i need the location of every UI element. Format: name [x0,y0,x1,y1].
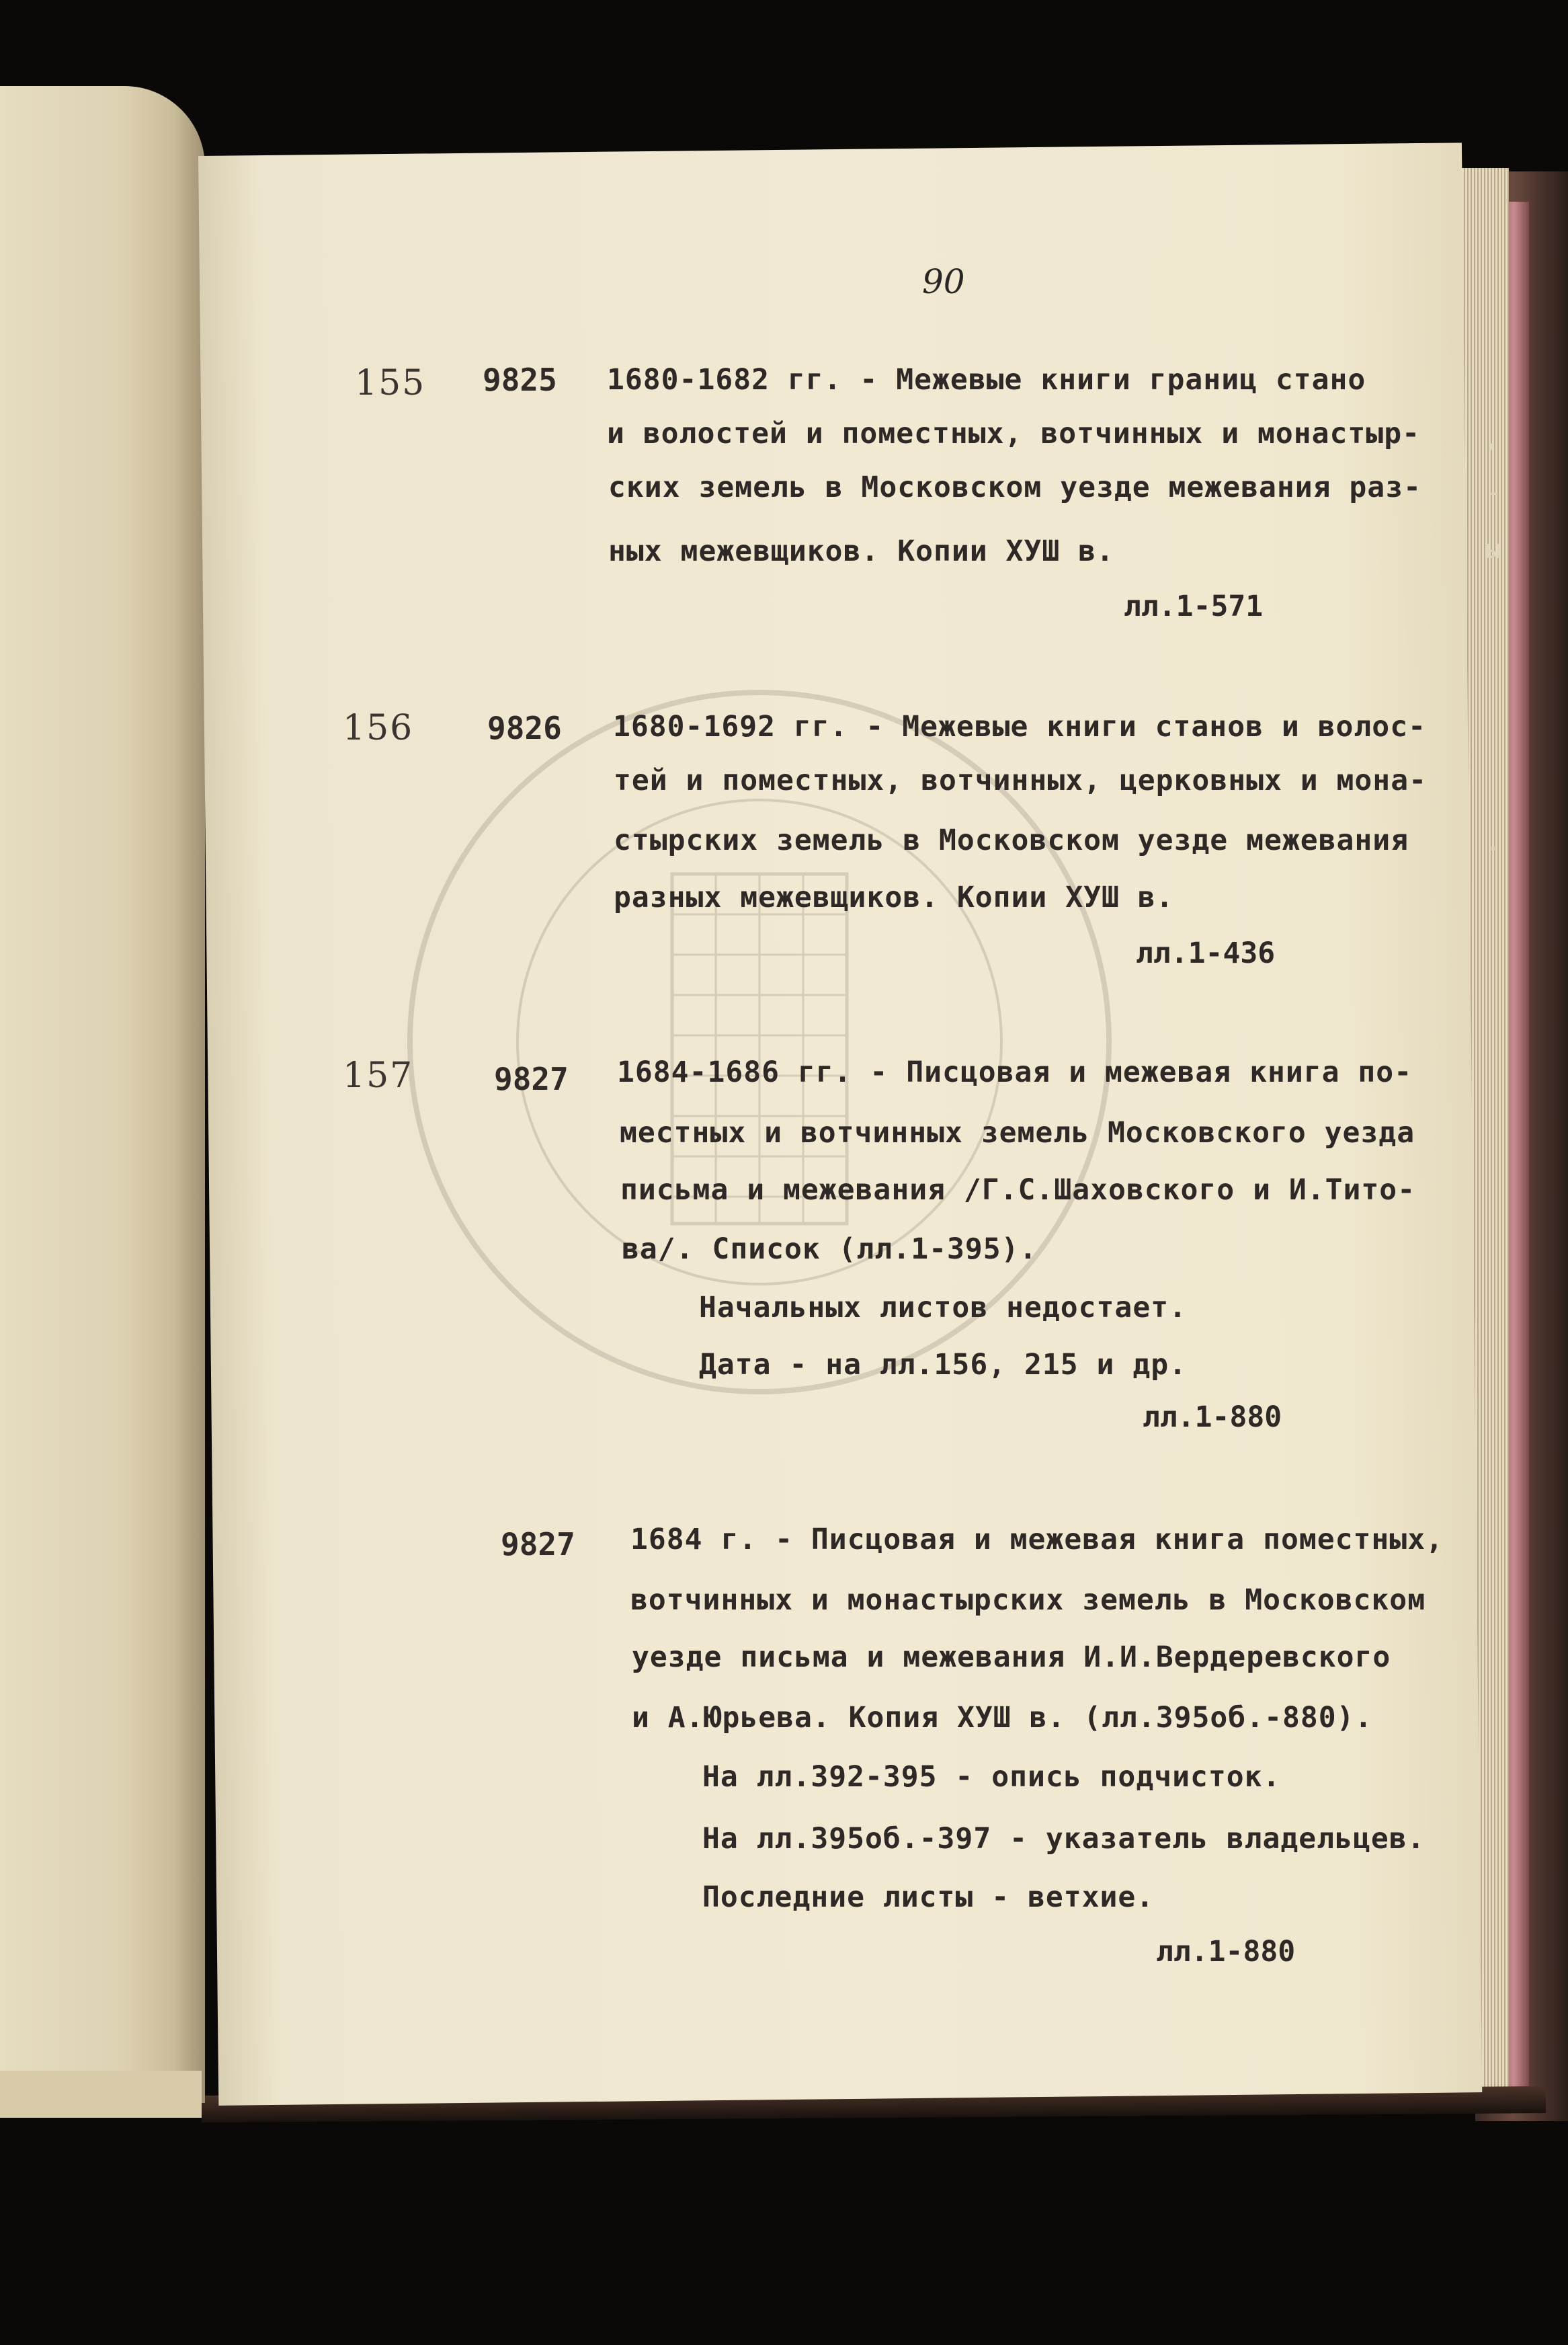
entry-hand-number: 156 [343,708,414,748]
entry-note: Дата - на лл.156, 215 и др. [699,1348,1187,1382]
entry-folios: лл.1-880 [1156,1935,1296,1969]
left-page-bottom [0,2071,202,2118]
margin-mark: ы [1485,534,1501,564]
entry-line: ских земель в Московском уезде межевания раз- [608,471,1421,504]
margin-mark: . [1485,827,1501,857]
entry-code: 9827 [494,1061,569,1097]
entry-code: 9827 [501,1526,575,1562]
entry-line: стырских земель в Московском уезде межевания [614,824,1409,857]
entry-line: тей и поместных, вотчинных, церковных и мона- [614,764,1427,797]
entry-line: вотчинных и монастырских земель в Московском [630,1583,1426,1617]
entry-folios: лл.1-571 [1124,590,1264,623]
entry-line: и А.Юрьева. Копия ХУШ в. (лл.395об.-880). [632,1701,1373,1735]
entry-line: разных межевщиков. Копии ХУШ в. [614,881,1174,914]
margin-mark: - [1487,477,1502,507]
entry-hand-number: 157 [343,1056,414,1096]
entry-line: 1684 г. - Писцовая и межевая книга поместных, [630,1523,1444,1556]
margin-mark: , [1484,424,1499,453]
entry-line: 1680-1692 гг. - Межевые книги станов и волос- [613,710,1426,744]
entry-line: местных и вотчинных земель Московского уезда [620,1116,1415,1150]
entry-line: письма и межевания /Г.С.Шаховского и И.Тито- [620,1173,1416,1207]
entry-line: ных межевщиков. Копии ХУШ в. [608,534,1114,568]
entry-line: и волостей и поместных, вотчинных и монастыр- [607,417,1420,450]
entry-folios: лл.1-880 [1143,1400,1282,1434]
entry-note: На лл.392-395 - опись подчисток. [702,1760,1281,1794]
entry-note: На лл.395об.-397 - указатель владельцев. [702,1822,1426,1856]
entry-note: Начальных листов недостает. [699,1291,1187,1324]
entry-folios: лл.1-436 [1136,937,1276,970]
entry-code: 9825 [483,362,557,398]
entry-line: ва/. Список (лл.1-395). [622,1232,1038,1266]
entry-hand-number: 155 [355,363,426,403]
entry-line: уезде письма и межевания И.И.Вердеревского [632,1640,1391,1674]
entry-line: 1680-1682 гг. - Межевые книги границ стано [607,363,1366,397]
entry-code: 9826 [487,710,562,746]
page-number: 90 [922,262,965,301]
entry-line: 1684-1686 гг. - Писцовая и межевая книга по- [617,1056,1413,1089]
left-page [0,86,205,2103]
entry-note: Последние листы - ветхие. [702,1880,1155,1914]
